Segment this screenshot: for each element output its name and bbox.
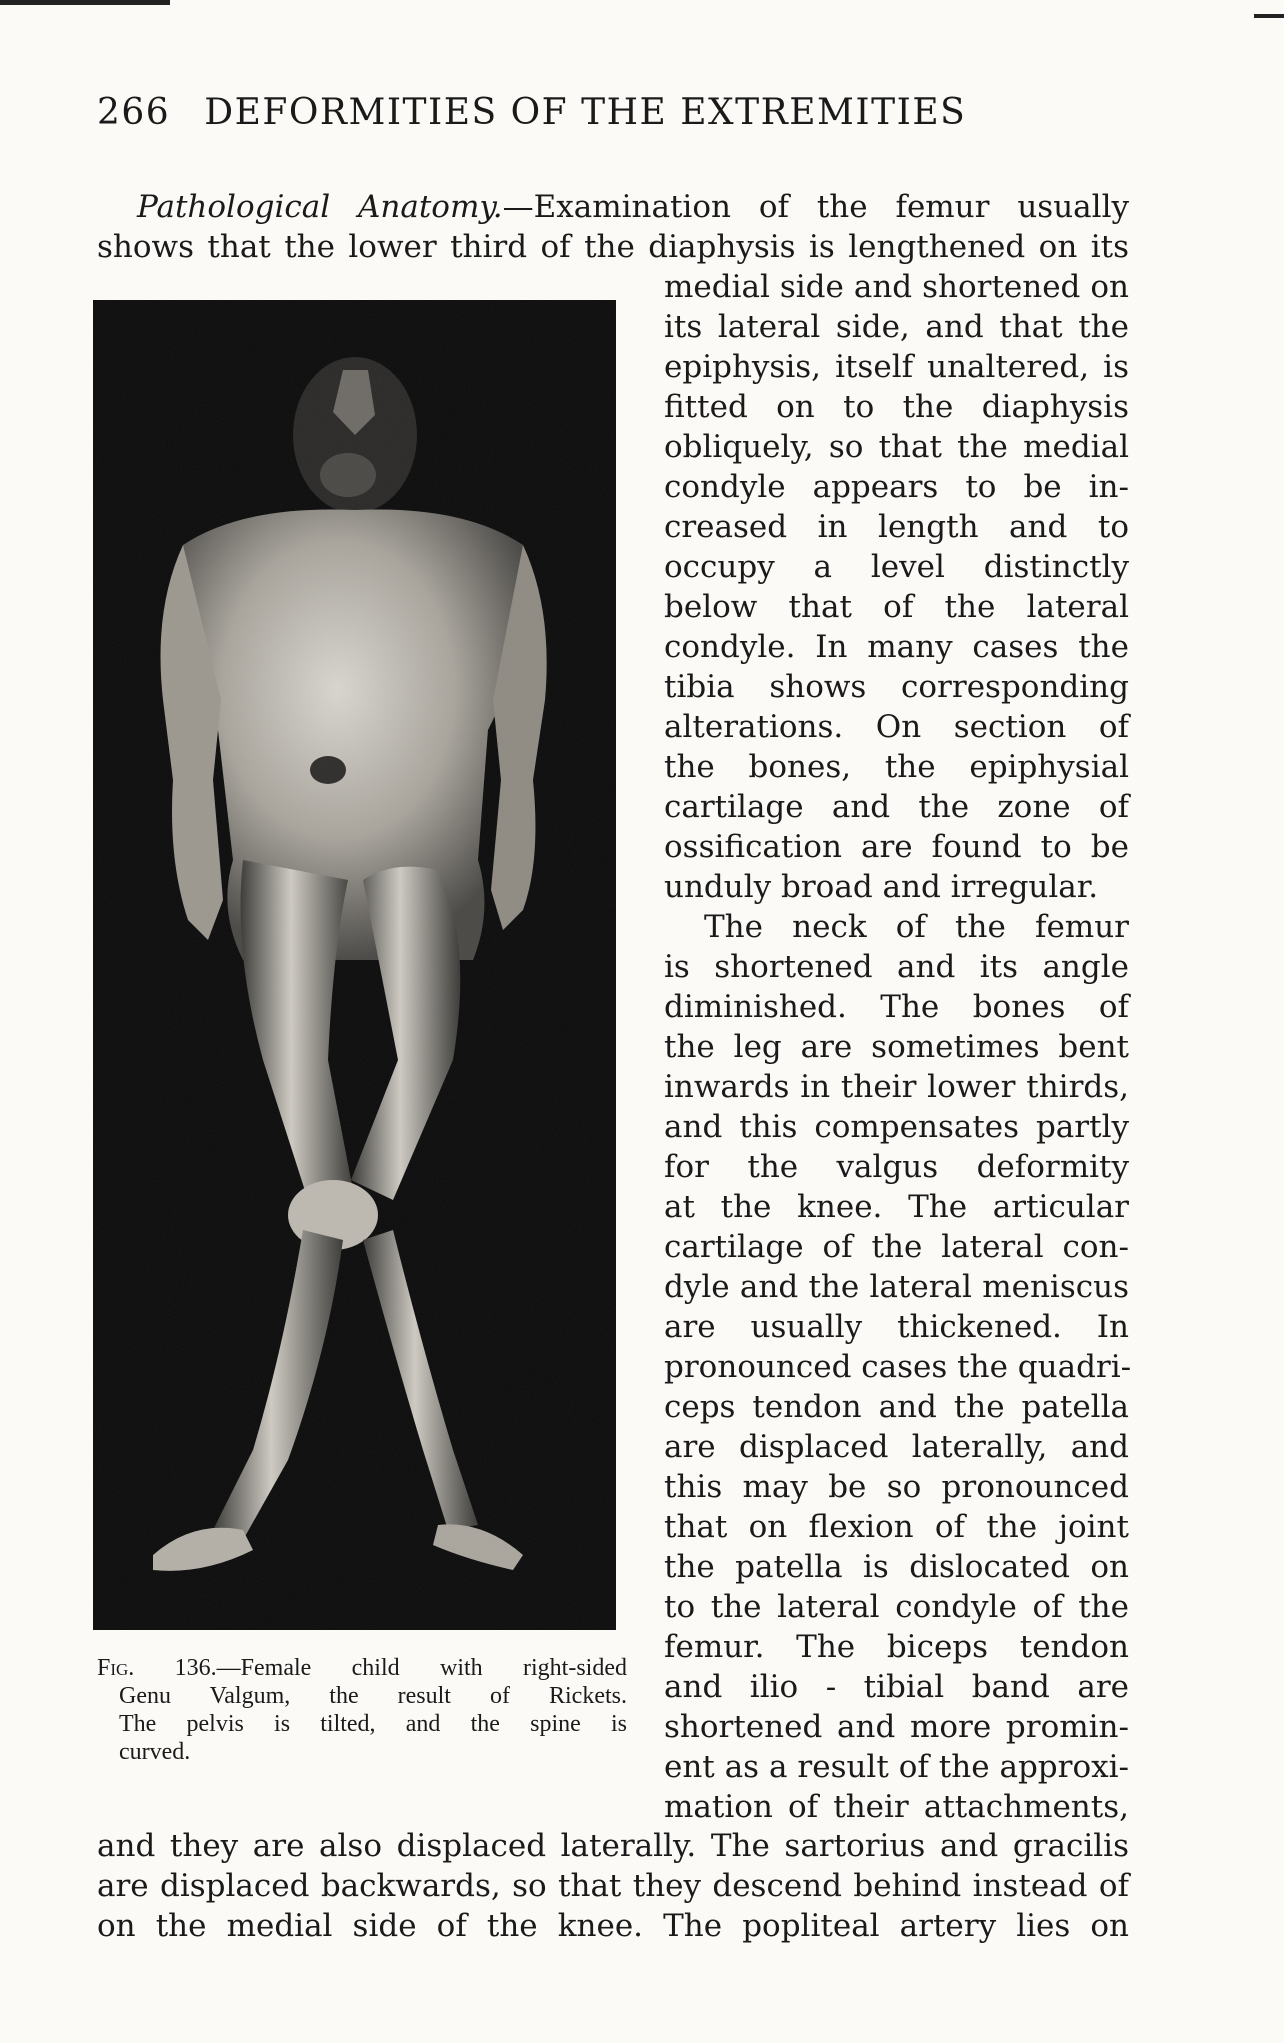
top-right-mark	[1254, 14, 1284, 18]
text-line: are usually thickened. In	[664, 1309, 1129, 1345]
text-line: the leg are sometimes bent	[664, 1029, 1129, 1065]
text-line: shows that the lower third of the diaphysis is lengthened on its	[97, 229, 1129, 265]
text-line: The neck of the femur	[704, 909, 1129, 945]
text-line: at the knee. The articular	[664, 1189, 1129, 1225]
text-line: the patella is dislocated on	[664, 1549, 1129, 1585]
caption-line: Fig. 136.—Female child with right-sided	[97, 1655, 627, 1681]
text-line: dyle and the lateral meniscus	[664, 1269, 1129, 1305]
child-figure-illustration	[93, 300, 616, 1630]
text-line: cartilage and the zone of	[664, 789, 1129, 825]
text-line: cartilage of the lateral con-	[664, 1229, 1129, 1265]
text-line: below that of the lateral	[664, 589, 1129, 625]
section-heading: Pathological Anatomy.	[137, 189, 503, 225]
figure-caption	[97, 1654, 627, 1766]
top-paragraph	[97, 187, 1129, 267]
caption-line: The pelvis is tilted, and the spine is	[119, 1711, 627, 1737]
figure-photograph	[93, 300, 616, 1630]
caption-line: curved.	[119, 1739, 191, 1765]
text-line: condyle appears to be in-	[664, 469, 1129, 505]
text-line: are displaced laterally, and	[664, 1429, 1129, 1465]
text-line: for the valgus deformity	[664, 1149, 1129, 1185]
text-line: to the lateral condyle of the	[664, 1589, 1129, 1625]
top-rule	[0, 0, 170, 5]
text-line: tibia shows corresponding	[664, 669, 1129, 705]
text-line: creased in length and to	[664, 509, 1129, 545]
text-column	[664, 267, 1132, 1827]
page-number: 266	[97, 92, 171, 133]
text-line: on the medial side of the knee. The popliteal artery lies on	[97, 1908, 1129, 1944]
text-line: ossification are found to be	[664, 829, 1129, 865]
text-line: diminished. The bones of	[664, 989, 1129, 1025]
text-line: occupy a level distinctly	[664, 549, 1129, 585]
text-line: Pathological Anatomy.—Examination of the femur usually	[137, 189, 1129, 225]
text-line: are displaced backwards, so that they descend behind instead of	[97, 1868, 1129, 1904]
caption-line: Genu Valgum, the result of Rickets.	[119, 1683, 627, 1709]
text-line: obliquely, so that the medial	[664, 429, 1129, 465]
text-line: femur. The biceps tendon	[664, 1629, 1129, 1665]
figure-label: Fig.	[97, 1655, 135, 1681]
text-line: this may be so pronounced	[664, 1469, 1129, 1505]
running-header	[97, 92, 1147, 133]
text-line: ent as a result of the approxi-	[664, 1749, 1129, 1785]
text-line: and ilio - tibial band are	[664, 1669, 1129, 1705]
text-line: inwards in their lower thirds,	[664, 1069, 1129, 1105]
text-line: that on flexion of the joint	[664, 1509, 1129, 1545]
text-line: ceps tendon and the patella	[664, 1389, 1129, 1425]
text-line: shortened and more promin-	[664, 1709, 1129, 1745]
text-line: condyle. In many cases the	[664, 629, 1129, 665]
text-line: is shortened and its angle	[664, 949, 1129, 985]
text-line: epiphysis, itself unaltered, is	[664, 349, 1129, 385]
text-line: alterations. On section of	[664, 709, 1129, 745]
text-line: medial side and shortened on	[664, 269, 1129, 305]
text-line: its lateral side, and that the	[664, 309, 1129, 345]
text-line: the bones, the epiphysial	[664, 749, 1129, 785]
text-line: and they are also displaced laterally. The sartorius and gracilis	[97, 1828, 1129, 1864]
text-line: and this compensates partly	[664, 1109, 1129, 1145]
text-line: pronounced cases the quadri-	[664, 1349, 1132, 1385]
bottom-paragraph	[97, 1826, 1129, 1946]
running-head-title: DEFORMITIES OF THE EXTREMITIES	[204, 92, 967, 133]
text-line: fitted on to the diaphysis	[664, 389, 1129, 425]
text-line: mation of their attachments,	[664, 1789, 1129, 1825]
text-line: unduly broad and irregular.	[664, 869, 1099, 905]
